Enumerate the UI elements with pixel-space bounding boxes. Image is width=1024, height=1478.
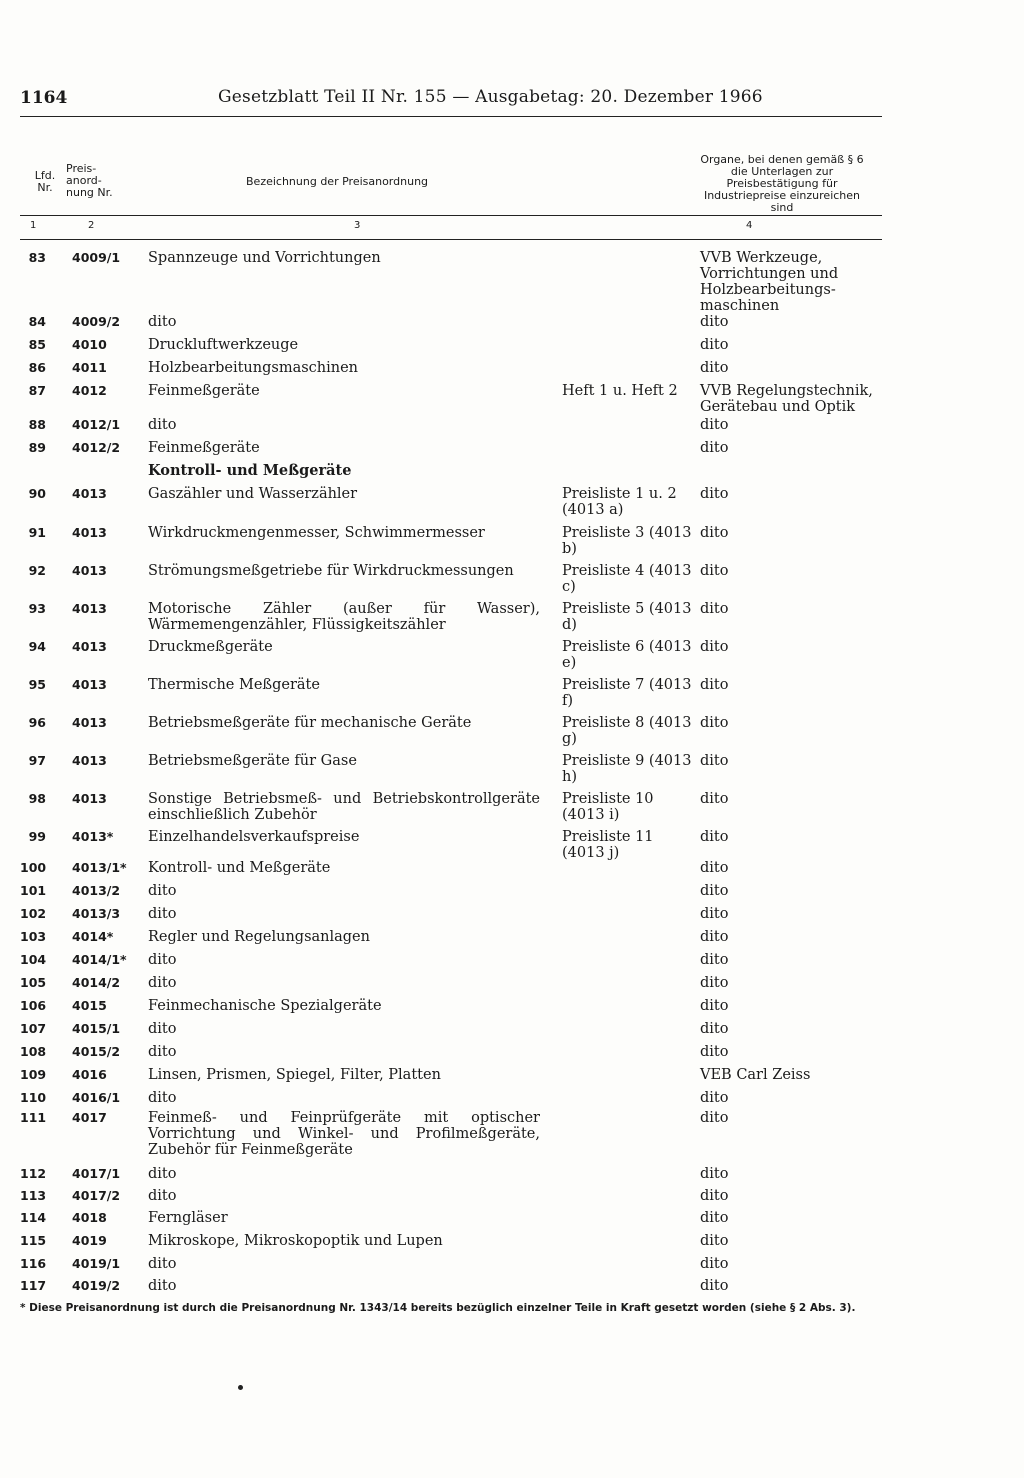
cell-preisanordnung-nr: 4019: [72, 1233, 107, 1248]
cell-organe: dito: [700, 360, 729, 376]
cell-organe: VEB Carl Zeiss: [700, 1067, 811, 1083]
cell-lfd-nr: 89: [28, 440, 46, 455]
cell-bezeichnung: Kontroll- und Meßgeräte: [148, 462, 352, 479]
cell-bezeichnung: Thermische Meßgeräte: [148, 677, 320, 693]
cell-bezeichnung: Sonstige Betriebsmeß- und Betriebskontrollgeräte einschließlich Zubehör: [148, 791, 540, 823]
cell-organe: dito: [700, 860, 729, 876]
cell-organe: dito: [700, 829, 729, 845]
cell-preisanordnung-nr: 4010: [72, 337, 107, 352]
cell-organe: dito: [700, 1278, 729, 1294]
cell-bezeichnung: Betriebsmeßgeräte für mechanische Geräte: [148, 715, 472, 731]
cell-preisanordnung-nr: 4013: [72, 525, 107, 540]
cell-bezeichnung: Feinmeß- und Feinprüfgeräte mit optischer Vorrichtung und Winkel- und Profilmeßgeräte, Zubehör für Feinmeßgeräte: [148, 1110, 540, 1158]
cell-lfd-nr: 113: [20, 1188, 47, 1203]
cell-bezeichnung: dito: [148, 906, 177, 922]
cell-organe: dito: [700, 314, 729, 330]
cell-preisanordnung-nr: 4014/2: [72, 975, 121, 990]
cell-preisanordnung-nr: 4014*: [72, 929, 114, 944]
cell-lfd-nr: 107: [20, 1021, 47, 1036]
cell-lfd-nr: 85: [28, 337, 46, 352]
cell-preisanordnung-nr: 4015/2: [72, 1044, 121, 1059]
cell-organe: VVB Werkzeuge, Vorrichtungen und Holzbearbeitungs- maschinen: [700, 250, 839, 314]
cell-lfd-nr: 91: [28, 525, 46, 540]
cell-preisliste: Preisliste 1 u. 2 (4013 a): [562, 486, 677, 518]
cell-preisliste: Preisliste 6 (4013 e): [562, 639, 692, 671]
cell-bezeichnung: dito: [148, 1090, 177, 1106]
col-number-4: 4: [746, 220, 753, 231]
cell-preisanordnung-nr: 4017/1: [72, 1166, 121, 1181]
cell-lfd-nr: 116: [20, 1256, 47, 1271]
col-header-preisanordnung: Preis- anord- nung Nr.: [66, 162, 113, 199]
cell-preisanordnung-nr: 4013: [72, 715, 107, 730]
cell-lfd-nr: 110: [20, 1090, 47, 1105]
cell-organe: dito: [700, 1044, 729, 1060]
print-speck: [238, 1385, 243, 1390]
cell-preisanordnung-nr: 4009/2: [72, 314, 121, 329]
cell-lfd-nr: 100: [20, 860, 47, 875]
cell-preisliste: Preisliste 10 (4013 i): [562, 791, 654, 823]
cell-bezeichnung: dito: [148, 1188, 177, 1204]
cell-lfd-nr: 109: [20, 1067, 47, 1082]
cell-bezeichnung: dito: [148, 1166, 177, 1182]
cell-organe: dito: [700, 440, 729, 456]
cell-bezeichnung: dito: [148, 417, 177, 433]
col-header-organe: Organe, bei denen gemäß § 6 die Unterlagen zur Preisbestätigung für Industriepreise einzureichen sind: [700, 153, 864, 214]
footnote: * Diese Preisanordnung ist durch die Preisanordnung Nr. 1343/14 bereits bezüglich einzelner Teile in Kraft gesetzt worden (siehe § 2 Abs. 3).: [20, 1302, 856, 1314]
cell-preisanordnung-nr: 4013/1*: [72, 860, 127, 875]
cell-organe: dito: [700, 1233, 729, 1249]
cell-lfd-nr: 101: [20, 883, 47, 898]
cell-lfd-nr: 108: [20, 1044, 47, 1059]
cell-bezeichnung: Feinmechanische Spezialgeräte: [148, 998, 382, 1014]
page-title: Gesetzblatt Teil II Nr. 155 — Ausgabetag: 20. Dezember 1966: [218, 87, 763, 107]
cell-lfd-nr: 94: [28, 639, 46, 654]
cell-bezeichnung: dito: [148, 1256, 177, 1272]
cell-lfd-nr: 102: [20, 906, 47, 921]
cell-bezeichnung: Strömungsmeßgetriebe für Wirkdruckmessungen: [148, 563, 514, 579]
header-rule: [20, 116, 882, 117]
cell-organe: dito: [700, 906, 729, 922]
cell-bezeichnung: dito: [148, 1021, 177, 1037]
cell-bezeichnung: Kontroll- und Meßgeräte: [148, 860, 331, 876]
cell-organe: dito: [700, 952, 729, 968]
cell-organe: dito: [700, 715, 729, 731]
cell-bezeichnung: Spannzeuge und Vorrichtungen: [148, 250, 381, 266]
cell-bezeichnung: dito: [148, 314, 177, 330]
cell-preisanordnung-nr: 4017/2: [72, 1188, 121, 1203]
cell-bezeichnung: Einzelhandelsverkaufspreise: [148, 829, 360, 845]
cell-lfd-nr: 96: [28, 715, 46, 730]
cell-preisanordnung-nr: 4013: [72, 639, 107, 654]
cell-organe: dito: [700, 486, 729, 502]
cell-preisanordnung-nr: 4013: [72, 563, 107, 578]
cell-bezeichnung: dito: [148, 952, 177, 968]
cell-organe: dito: [700, 601, 729, 617]
cell-organe: dito: [700, 1021, 729, 1037]
cell-lfd-nr: 105: [20, 975, 47, 990]
cell-bezeichnung: Feinmeßgeräte: [148, 440, 260, 456]
cell-preisanordnung-nr: 4013: [72, 791, 107, 806]
cell-bezeichnung: Gaszähler und Wasserzähler: [148, 486, 358, 502]
cell-preisanordnung-nr: 4018: [72, 1210, 107, 1225]
cell-lfd-nr: 99: [28, 829, 46, 844]
cell-preisanordnung-nr: 4013: [72, 677, 107, 692]
cell-lfd-nr: 112: [20, 1166, 47, 1181]
col-number-1: 1: [30, 220, 37, 231]
cell-bezeichnung: Druckluftwerkzeuge: [148, 337, 299, 353]
cell-lfd-nr: 114: [20, 1210, 47, 1225]
cell-bezeichnung: Motorische Zähler (außer für Wasser), Wärmemengenzähler, Flüssigkeitszähler: [148, 601, 540, 633]
cell-preisanordnung-nr: 4015/1: [72, 1021, 121, 1036]
cell-lfd-nr: 104: [20, 952, 47, 967]
cell-organe: dito: [700, 929, 729, 945]
cell-preisanordnung-nr: 4012: [72, 383, 107, 398]
cell-bezeichnung: Linsen, Prismen, Spiegel, Filter, Platten: [148, 1067, 441, 1083]
cell-preisanordnung-nr: 4012/2: [72, 440, 121, 455]
cell-lfd-nr: 90: [28, 486, 46, 501]
col-header-bezeichnung: Bezeichnung der Preisanordnung: [246, 175, 429, 188]
cell-bezeichnung: Druckmeßgeräte: [148, 639, 273, 655]
cell-organe: dito: [700, 791, 729, 807]
cell-bezeichnung: Holzbearbeitungsmaschinen: [148, 360, 359, 376]
cell-organe: dito: [700, 1166, 729, 1182]
cell-preisanordnung-nr: 4019/2: [72, 1278, 121, 1293]
cell-bezeichnung: Wirkdruckmengenmesser, Schwimmermesser: [148, 525, 485, 541]
cell-organe: dito: [700, 525, 729, 541]
cell-organe: dito: [700, 975, 729, 991]
cell-lfd-nr: 93: [28, 601, 46, 616]
cell-lfd-nr: 87: [28, 383, 46, 398]
cell-preisanordnung-nr: 4012/1: [72, 417, 121, 432]
cell-organe: dito: [700, 753, 729, 769]
cell-preisanordnung-nr: 4013/3: [72, 906, 121, 921]
page-number: 1164: [20, 88, 68, 108]
cell-lfd-nr: 98: [28, 791, 46, 806]
cell-lfd-nr: 88: [28, 417, 46, 432]
cell-organe: dito: [700, 337, 729, 353]
cell-preisliste: Preisliste 7 (4013 f): [562, 677, 692, 709]
cell-organe: dito: [700, 563, 729, 579]
cell-organe: dito: [700, 883, 729, 899]
cell-lfd-nr: 97: [28, 753, 46, 768]
cell-preisliste: Preisliste 9 (4013 h): [562, 753, 692, 785]
cell-preisliste: Preisliste 8 (4013 g): [562, 715, 692, 747]
cell-bezeichnung: dito: [148, 1044, 177, 1060]
cell-preisliste: Preisliste 3 (4013 b): [562, 525, 692, 557]
cell-preisanordnung-nr: 4016/1: [72, 1090, 121, 1105]
cell-lfd-nr: 106: [20, 998, 47, 1013]
cell-lfd-nr: 95: [28, 677, 46, 692]
cell-organe: dito: [700, 1188, 729, 1204]
cell-bezeichnung: Ferngläser: [148, 1210, 228, 1226]
cell-preisliste: Preisliste 11 (4013 j): [562, 829, 654, 861]
cell-organe: dito: [700, 677, 729, 693]
cell-organe: dito: [700, 1210, 729, 1226]
cell-preisanordnung-nr: 4013: [72, 601, 107, 616]
cell-lfd-nr: 86: [28, 360, 46, 375]
cell-preisanordnung-nr: 4013: [72, 486, 107, 501]
column-numbers-rule: [20, 239, 882, 240]
cell-organe: dito: [700, 417, 729, 433]
cell-lfd-nr: 92: [28, 563, 46, 578]
col-header-lfd-nr: Lfd. Nr.: [34, 169, 56, 194]
cell-bezeichnung: dito: [148, 1278, 177, 1294]
col-number-3: 3: [354, 220, 361, 231]
cell-preisanordnung-nr: 4015: [72, 998, 107, 1013]
cell-lfd-nr: 83: [28, 250, 46, 265]
cell-organe: dito: [700, 1256, 729, 1272]
cell-preisanordnung-nr: 4011: [72, 360, 107, 375]
cell-preisanordnung-nr: 4013: [72, 753, 107, 768]
cell-preisanordnung-nr: 4013/2: [72, 883, 121, 898]
cell-organe: VVB Regelungstechnik, Gerätebau und Optik: [700, 383, 873, 415]
cell-preisanordnung-nr: 4009/1: [72, 250, 121, 265]
cell-preisliste: Preisliste 5 (4013 d): [562, 601, 692, 633]
cell-preisliste: Heft 1 u. Heft 2: [562, 383, 678, 399]
cell-bezeichnung: Betriebsmeßgeräte für Gase: [148, 753, 357, 769]
cell-lfd-nr: 84: [28, 314, 46, 329]
cell-preisliste: Preisliste 4 (4013 c): [562, 563, 692, 595]
header-bottom-rule: [20, 215, 882, 216]
cell-preisanordnung-nr: 4014/1*: [72, 952, 127, 967]
cell-lfd-nr: 103: [20, 929, 47, 944]
cell-organe: dito: [700, 998, 729, 1014]
cell-organe: dito: [700, 1110, 729, 1126]
col-number-2: 2: [88, 220, 95, 231]
cell-bezeichnung: Feinmeßgeräte: [148, 383, 260, 399]
cell-preisanordnung-nr: 4019/1: [72, 1256, 121, 1271]
cell-bezeichnung: dito: [148, 883, 177, 899]
cell-preisanordnung-nr: 4013*: [72, 829, 114, 844]
cell-preisanordnung-nr: 4017: [72, 1110, 107, 1125]
cell-bezeichnung: Regler und Regelungsanlagen: [148, 929, 370, 945]
cell-preisanordnung-nr: 4016: [72, 1067, 107, 1082]
cell-organe: dito: [700, 1090, 729, 1106]
cell-lfd-nr: 117: [20, 1278, 47, 1293]
cell-organe: dito: [700, 639, 729, 655]
cell-lfd-nr: 111: [20, 1110, 47, 1125]
cell-bezeichnung: dito: [148, 975, 177, 991]
cell-lfd-nr: 115: [20, 1233, 47, 1248]
cell-bezeichnung: Mikroskope, Mikroskopoptik und Lupen: [148, 1233, 443, 1249]
